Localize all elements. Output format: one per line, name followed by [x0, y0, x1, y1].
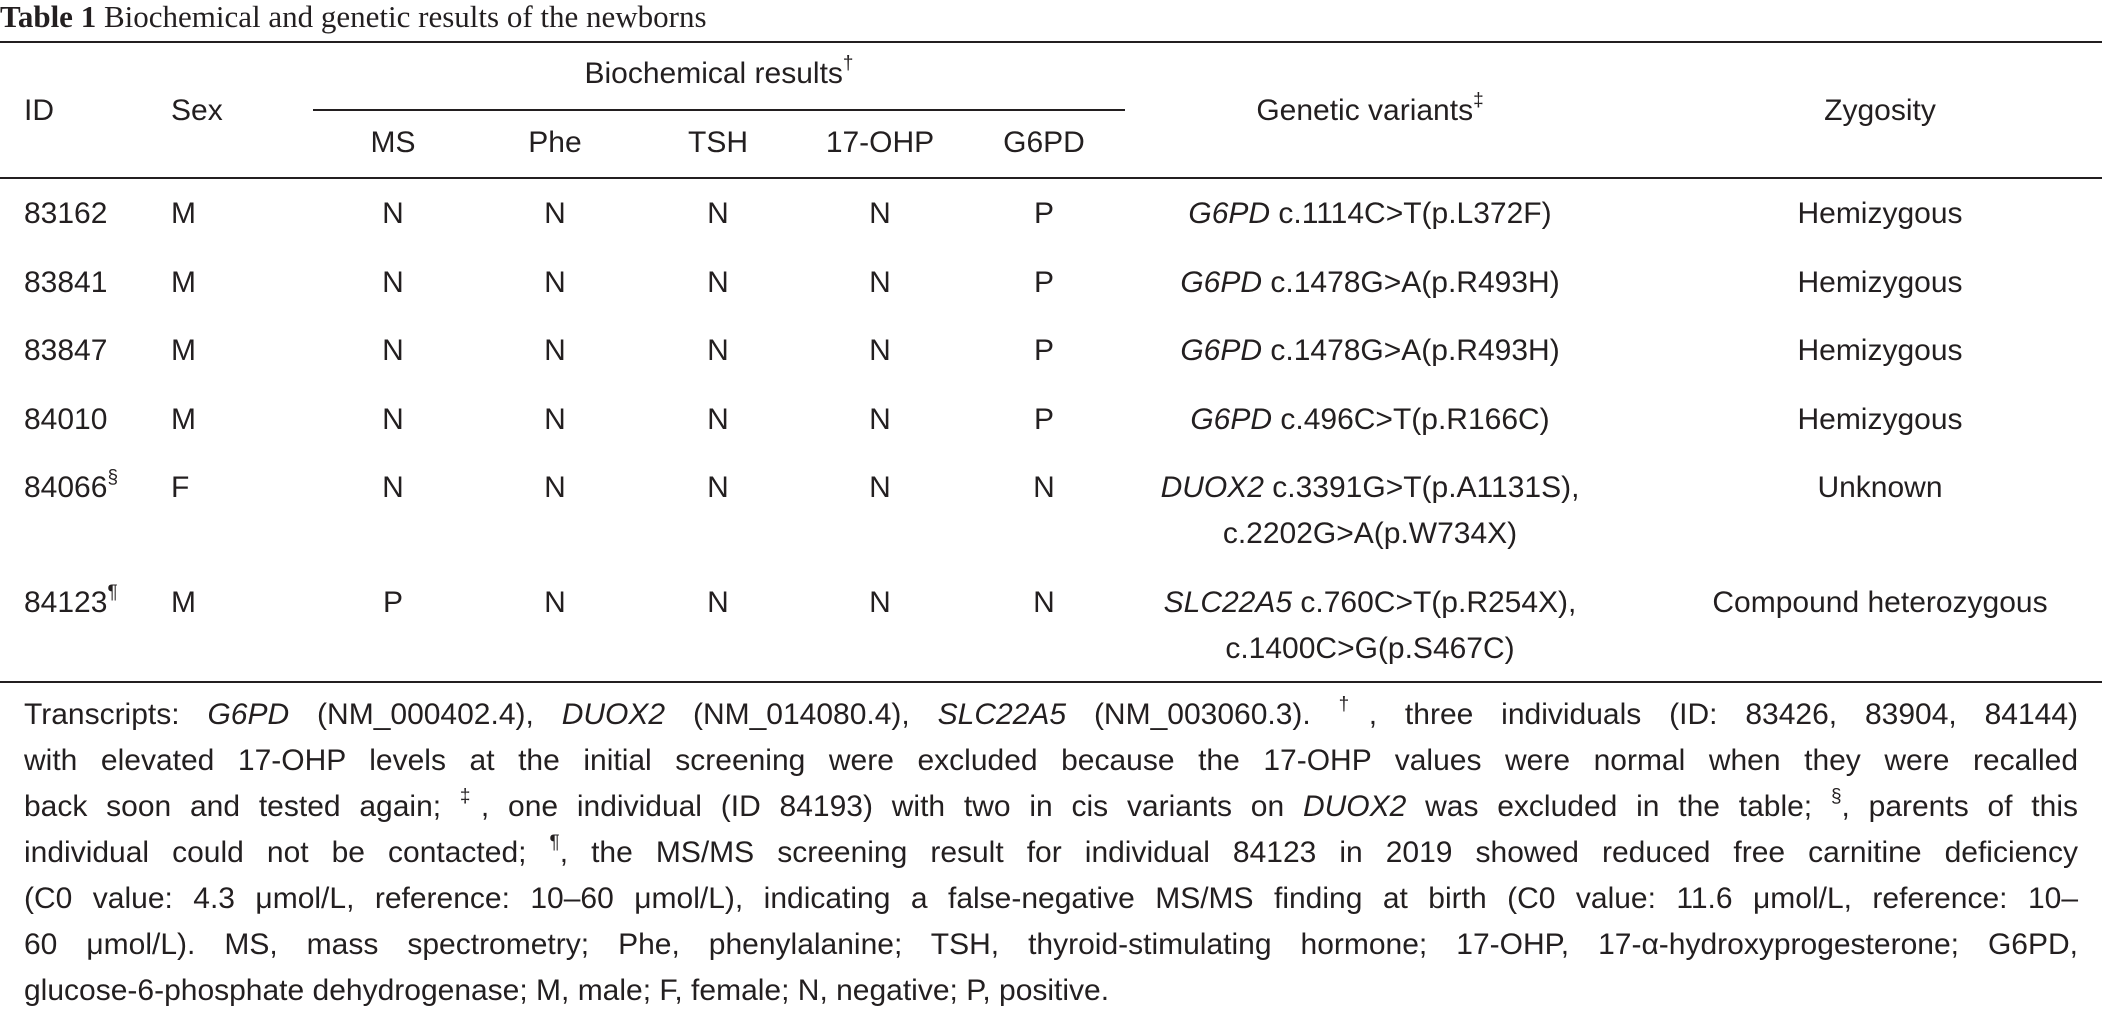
- footnote-text: , one individual (ID 84193) with two in cis variants on: [480, 790, 1303, 823]
- row-variant-second: c.2202G>A(p.W734X): [1222, 517, 1518, 550]
- table-footnote: [24, 692, 2078, 1014]
- footnote-mark: §: [1830, 786, 1842, 807]
- row-genetic-variant: [1120, 401, 1620, 439]
- footnote-gene: SLC22A5: [937, 698, 1067, 731]
- row-17-ohp: N: [869, 266, 891, 299]
- header-phe: Phe: [528, 126, 582, 159]
- footnote-text: individual could not be contacted;: [24, 836, 550, 869]
- row-sex: M: [171, 266, 196, 299]
- footnote-text: back soon and tested again;: [24, 790, 460, 823]
- row-gene: SLC22A5: [1163, 586, 1293, 619]
- footnote-mark: ‡: [459, 786, 481, 807]
- footnote-line: [24, 784, 2078, 830]
- row-id-value: 83847: [24, 334, 108, 367]
- row-sex: M: [171, 197, 196, 230]
- row-genetic-variant: [1120, 264, 1620, 302]
- header-g6pd: G6PD: [1003, 126, 1085, 159]
- row-variant: c.1478G>A(p.R493H): [1270, 334, 1560, 367]
- row-sex: F: [171, 471, 190, 504]
- footnote-line: [24, 830, 2078, 876]
- footnote-gene: DUOX2: [561, 698, 666, 731]
- header-id: ID: [24, 94, 54, 127]
- footnote-gene: G6PD: [207, 698, 290, 731]
- row-zygosity: Hemizygous: [1797, 403, 1963, 436]
- header-biochemical-mark: †: [842, 53, 854, 74]
- header-biochemical-label: Biochemical results: [584, 57, 843, 90]
- row-g6pd: P: [1033, 266, 1054, 299]
- row-variant-second: c.1400C>G(p.S467C): [1225, 632, 1515, 665]
- row-gene: G6PD: [1180, 266, 1263, 299]
- table-row-id: [24, 332, 107, 370]
- row-tsh: N: [707, 197, 729, 230]
- row-17-ohp: N: [869, 334, 891, 367]
- row-17-ohp: N: [869, 471, 891, 504]
- row-phe: N: [544, 266, 566, 299]
- row-genetic-variant: [1120, 332, 1620, 370]
- row-zygosity: Unknown: [1817, 471, 1943, 504]
- table-row-id: [24, 195, 107, 233]
- row-id-mark: ¶: [107, 582, 118, 603]
- row-phe: N: [544, 586, 566, 619]
- row-genetic-variant: [1120, 469, 1620, 507]
- row-sex: M: [171, 334, 196, 367]
- row-gene: G6PD: [1188, 197, 1271, 230]
- row-id-value: 83162: [24, 197, 108, 230]
- row-g6pd: P: [1033, 334, 1054, 367]
- biochemical-group-rule: [313, 109, 1125, 111]
- footnote-text: , three individuals (ID: 83426, 83904, 84144): [1368, 698, 2079, 731]
- row-id-value: 84123: [24, 586, 108, 619]
- row-phe: N: [544, 403, 566, 436]
- table-row-id: [24, 469, 118, 507]
- footnote-text: , the MS/MS screening result for individual 84123 in 2019 showed reduced free carnitine deficiency: [559, 836, 2078, 869]
- header-genetic-mark: ‡: [1473, 90, 1484, 111]
- row-g6pd: P: [1033, 403, 1054, 436]
- header-biochemical-results: [313, 55, 1125, 93]
- row-sex: M: [171, 586, 196, 619]
- header-zygosity: Zygosity: [1824, 94, 1936, 127]
- row-variant: c.760C>T(p.R254X),: [1300, 586, 1577, 619]
- footnote-line: 60 μmol/L). MS, mass spectrometry; Phe, phenylalanine; TSH, thyroid-stimulating hormone; 17-OHP, 17-α-hydroxyprogesterone; G6PD,: [24, 928, 2078, 961]
- row-ms: N: [382, 403, 404, 436]
- footnote-text: was excluded in the table;: [1406, 790, 1831, 823]
- row-id-value: 84010: [24, 403, 108, 436]
- footnote-line: [24, 692, 2078, 738]
- footnote-mark: ¶: [549, 832, 560, 853]
- row-variant: c.1478G>A(p.R493H): [1270, 266, 1560, 299]
- footnote-text: (NM_014080.4),: [665, 698, 938, 731]
- table-row-id: [24, 401, 107, 439]
- row-phe: N: [544, 471, 566, 504]
- bottom-rule: [0, 681, 2102, 683]
- footnote-text: (NM_000402.4),: [289, 698, 562, 731]
- top-rule: [0, 41, 2102, 43]
- row-gene: G6PD: [1180, 334, 1263, 367]
- header-17-ohp: 17-OHP: [825, 126, 935, 159]
- table-row-id: [24, 584, 118, 622]
- header-rule: [0, 177, 2102, 179]
- row-tsh: N: [707, 266, 729, 299]
- row-id-mark: §: [107, 467, 119, 488]
- footnote-mark: †: [1338, 694, 1369, 715]
- footnote-text: , parents of this: [1841, 790, 2078, 823]
- row-zygosity: Compound heterozygous: [1712, 586, 2048, 619]
- row-variant: c.496C>T(p.R166C): [1280, 403, 1550, 436]
- table-caption-text: Biochemical and genetic results of the newborns: [103, 0, 707, 34]
- row-phe: N: [544, 334, 566, 367]
- row-zygosity: Hemizygous: [1797, 266, 1963, 299]
- row-sex: M: [171, 403, 196, 436]
- row-tsh: N: [707, 471, 729, 504]
- footnote-text: Transcripts:: [24, 698, 208, 731]
- header-genetic-label: Genetic variants: [1256, 94, 1474, 127]
- row-variant: c.3391G>T(p.A1131S),: [1272, 471, 1580, 504]
- row-g6pd: P: [1033, 197, 1054, 230]
- row-ms: N: [382, 471, 404, 504]
- row-ms: N: [382, 197, 404, 230]
- header-ms: MS: [370, 126, 416, 159]
- row-id-value: 84066: [24, 471, 108, 504]
- table-caption-label: Table 1: [0, 0, 97, 34]
- row-17-ohp: N: [869, 403, 891, 436]
- row-ms: N: [382, 334, 404, 367]
- header-sex: Sex: [171, 94, 223, 127]
- row-17-ohp: N: [869, 197, 891, 230]
- row-variant: c.1114C>T(p.L372F): [1278, 197, 1552, 230]
- row-tsh: N: [707, 334, 729, 367]
- footnote-line: glucose-6-phosphate dehydrogenase; M, male; F, female; N, negative; P, positive.: [24, 974, 1110, 1007]
- row-genetic-variant: [1120, 195, 1620, 233]
- row-id-value: 83841: [24, 266, 108, 299]
- row-genetic-variant: [1120, 584, 1620, 622]
- row-g6pd: N: [1033, 471, 1055, 504]
- row-phe: N: [544, 197, 566, 230]
- footnote-gene: DUOX2: [1302, 790, 1407, 823]
- header-genetic-variants: [1120, 92, 1620, 130]
- footnote-line: (C0 value: 4.3 μmol/L, reference: 10–60 μmol/L), indicating a false-negative MS/MS finding at birth (C0 value: 11.6 μmol/L, reference: 10–: [24, 882, 2078, 915]
- table-caption: [0, 0, 707, 40]
- row-ms: P: [382, 586, 403, 619]
- row-zygosity: Hemizygous: [1797, 334, 1963, 367]
- row-17-ohp: N: [869, 586, 891, 619]
- row-tsh: N: [707, 403, 729, 436]
- row-gene: DUOX2: [1160, 471, 1264, 504]
- row-ms: N: [382, 266, 404, 299]
- row-gene: G6PD: [1190, 403, 1273, 436]
- row-g6pd: N: [1033, 586, 1055, 619]
- footnote-text: (NM_003060.3).: [1066, 698, 1339, 731]
- table-row-id: [24, 264, 107, 302]
- footnote-line: with elevated 17-OHP levels at the initial screening were excluded because the 17-OHP values were normal when they were recalled: [24, 744, 2078, 777]
- header-tsh: TSH: [688, 126, 748, 159]
- row-zygosity: Hemizygous: [1797, 197, 1963, 230]
- row-tsh: N: [707, 586, 729, 619]
